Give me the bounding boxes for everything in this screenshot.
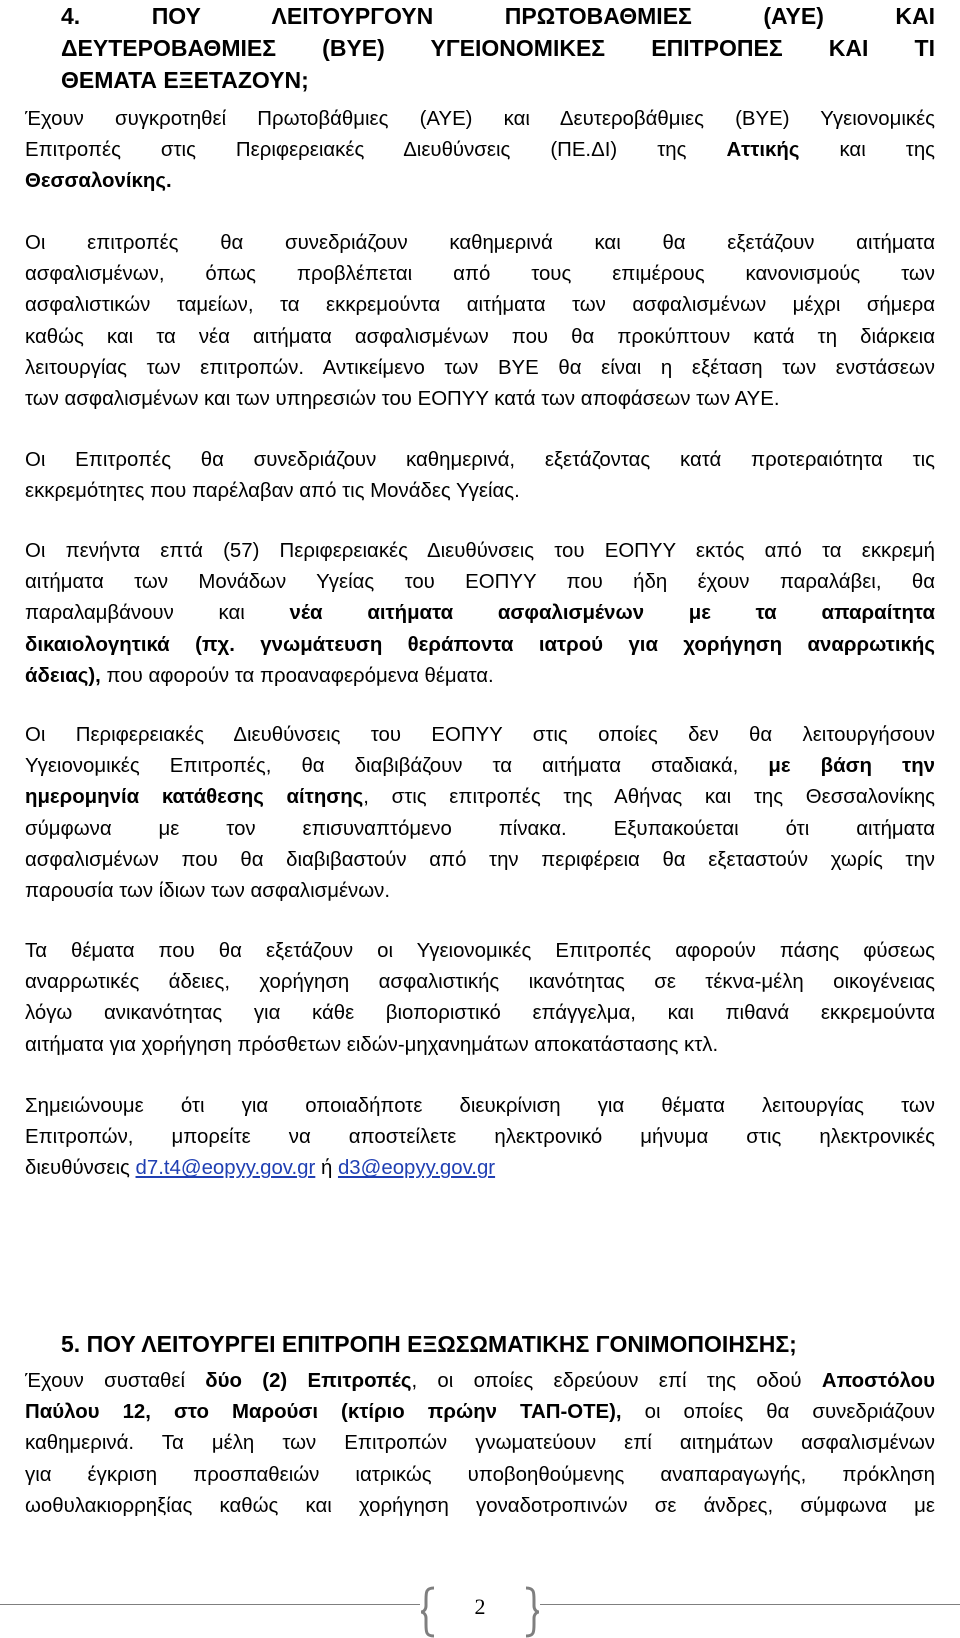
text-line: ωοθυλακιορρηξίας καθώς και χορήγηση γοναδοτροπινών σε άνδρες, σύμφωνα με [25, 1494, 935, 1517]
heading-line: 4. ΠΟΥ ΛΕΙΤΟΥΡΓΟΥΝ ΠΡΩΤΟΒΑΘΜΙΕΣ (ΑΥΕ) ΚΑΙ [61, 3, 935, 29]
heading-line: ΔΕΥΤΕΡΟΒΑΘΜΙΕΣ (ΒΥΕ) ΥΓΕΙΟΝΟΜΙΚΕΣ ΕΠΙΤΡΟΠΕΣ ΚΑΙ ΤΙ [61, 35, 935, 61]
text-line: παραλαμβάνουν και νέα αιτήματα ασφαλισμένων με τα απαραίτητα [25, 602, 935, 625]
paragraph-topics [25, 936, 935, 1061]
text-line: σύμφωνα με τον επισυναπτόμενο πίνακα. Εξυπακούεται ότι αιτήματα [25, 817, 935, 840]
text-line: εκκρεμότητες που παρέλαβαν από τις Μονάδες Υγείας. [25, 480, 520, 503]
page-number: 2 [474, 1594, 486, 1619]
text-line: καθημερινά. Τα μέλη των Επιτροπών γνωματεύουν επί αιτημάτων ασφαλισμένων [25, 1432, 935, 1455]
text-line: για έγκριση προσπαθειών ιατρικώς υποβοηθούμενης αναπαραγωγής, πρόκληση [25, 1463, 935, 1486]
section-4-heading [25, 0, 935, 96]
page-footer [0, 1586, 960, 1638]
text-line: καθώς και τα νέα αιτήματα ασφαλισμένων που θα προκύπτουν κατά τη διάρκεια [25, 325, 935, 348]
text-line [25, 166, 935, 197]
text-line: Έχουν συσταθεί δύο (2) Επιτροπές, οι οποίες εδρεύουν επί της οδού Αποστόλου [25, 1370, 935, 1392]
footer-rule-left [0, 1604, 420, 1605]
text-line: των ασφαλισμένων και των υπηρεσιών του ΕΟΠΥΥ κατά των αποφάσεων των ΑΥΕ. [25, 387, 780, 410]
text-line: Υγειονομικές Επιτροπές, θα διαβιβάζουν τα αιτήματα σταδιακά, με βάση την [25, 755, 935, 778]
paragraph-priority [25, 445, 935, 507]
paragraph-forwarding [25, 720, 935, 907]
paragraph-regional-directorates [25, 536, 935, 692]
text-line: Επιτροπών, μπορείτε να αποστείλετε ηλεκτρονικό μήνυμα στις ηλεκτρονικές [25, 1126, 935, 1149]
email-link-d3[interactable]: d3@eopyy.gov.gr [337, 1157, 496, 1180]
text-line: λειτουργίας των επιτροπών. Αντικείμενο των ΒΥΕ θα είναι η εξέταση των ενστάσεων [25, 356, 935, 379]
text-line: Παύλου 12, στο Μαρούσι (κτίριο πρώην ΤΑΠ-ΟΤΕ), οι οποίες θα συνεδριάζουν [25, 1401, 935, 1424]
bold-attica: Αττικής [726, 139, 800, 162]
email-link-d7[interactable]: d7.t4@eopyy.gov.gr [135, 1157, 316, 1180]
text-line: ασφαλισμένων, όπως προβλέπεται από τους επιμέρους κανονισμούς των [25, 263, 935, 286]
paragraph-contact [25, 1091, 935, 1185]
text-line: δικαιολογητικά (πχ. γνωμάτευση θεράποντα ιατρού για χορήγηση αναρρωτικής [25, 633, 935, 656]
section-4-intro [25, 104, 935, 198]
text-line: Τα θέματα που θα εξετάζουν οι Υγειονομικές Επιτροπές αφορούν πάσης φύσεως [25, 940, 935, 962]
text-line: άδειας), που αφορούν τα προαναφερόμενα θέματα. [25, 664, 494, 687]
footer-rule-right [540, 1604, 960, 1605]
text-line: Οι πενήντα επτά (57) Περιφερειακές Διευθύνσεις του ΕΟΠΥΥ εκτός από τα εκκρεμή [25, 540, 935, 562]
text-line: ημερομηνία κατάθεσης αίτησης, στις επιτροπές της Αθήνας και της Θεσσαλονίκης [25, 786, 935, 809]
bracket-left-icon [420, 1586, 436, 1638]
paragraph-committees-sessions [25, 228, 935, 415]
text-line: Οι επιτροπές θα συνεδριάζουν καθημερινά και θα εξετάζουν αιτήματα [25, 232, 935, 254]
section-5-heading: 5. ΠΟΥ ΛΕΙΤΟΥΡΓΕΙ ΕΠΙΤΡΟΠΗ ΕΞΩΣΩΜΑΤΙΚΗΣ ΓΟΝΙΜΟΠΟΙΗΣΗΣ; [61, 1331, 797, 1357]
text-line: Έχουν συγκροτηθεί Πρωτοβάθμιες (ΑΥΕ) και Δευτεροβάθμιες (ΒΥΕ) Υγειονομικές [25, 108, 935, 130]
text-line: Οι Περιφερειακές Διευθύνσεις του ΕΟΠΥΥ στις οποίες δεν θα λειτουργήσουν [25, 724, 935, 746]
text-line: Επιτροπές στις Περιφερειακές Διευθύνσεις (ΠΕ.ΔΙ) της Αττικής και της [25, 139, 935, 162]
bold-thessaloniki: Θεσσαλονίκης. [25, 170, 172, 193]
text-line: αιτήματα για χορήγηση πρόσθετων ειδών-μηχανημάτων αποκατάστασης κτλ. [25, 1033, 719, 1056]
bracket-right-icon [524, 1586, 540, 1638]
text-line: ασφαλιστικών ταμείων, τα εκκρεμούντα αιτήματα των ασφαλισμένων μέχρι σήμερα [25, 294, 935, 317]
text-line: λόγω ανικανότητας για κάθε βιοποριστικό επάγγελμα, και πιθανά εκκρεμούντα [25, 1002, 935, 1025]
text-line: Οι Επιτροπές θα συνεδριάζουν καθημερινά, εξετάζοντας κατά προτεραιότητα τις [25, 449, 935, 471]
heading-line: ΘΕΜΑΤΑ ΕΞΕΤΑΖΟΥΝ; [61, 67, 309, 93]
text-line: αναρρωτικές άδειες, χορήγηση ασφαλιστικής ικανότητας σε τέκνα-μέλη οικογένειας [25, 971, 935, 994]
text-line: Σημειώνουμε ότι για οποιαδήποτε διευκρίνιση για θέματα λειτουργίας των [25, 1095, 935, 1117]
text-line: αιτήματα των Μονάδων Υγείας του ΕΟΠΥΥ που ήδη έχουν παραλάβει, θα [25, 571, 935, 594]
text-line: διευθύνσεις d7.t4@eopyy.gov.gr ή d3@eopyy.gov.gr [25, 1157, 496, 1180]
paragraph-ivf-committees [25, 1366, 935, 1522]
text-line: παρουσία των ίδιων των ασφαλισμένων. [25, 879, 391, 902]
text-line: ασφαλισμένων που θα διαβιβαστούν από την περιφέρεια θα εξεταστούν χωρίς την [25, 848, 935, 871]
